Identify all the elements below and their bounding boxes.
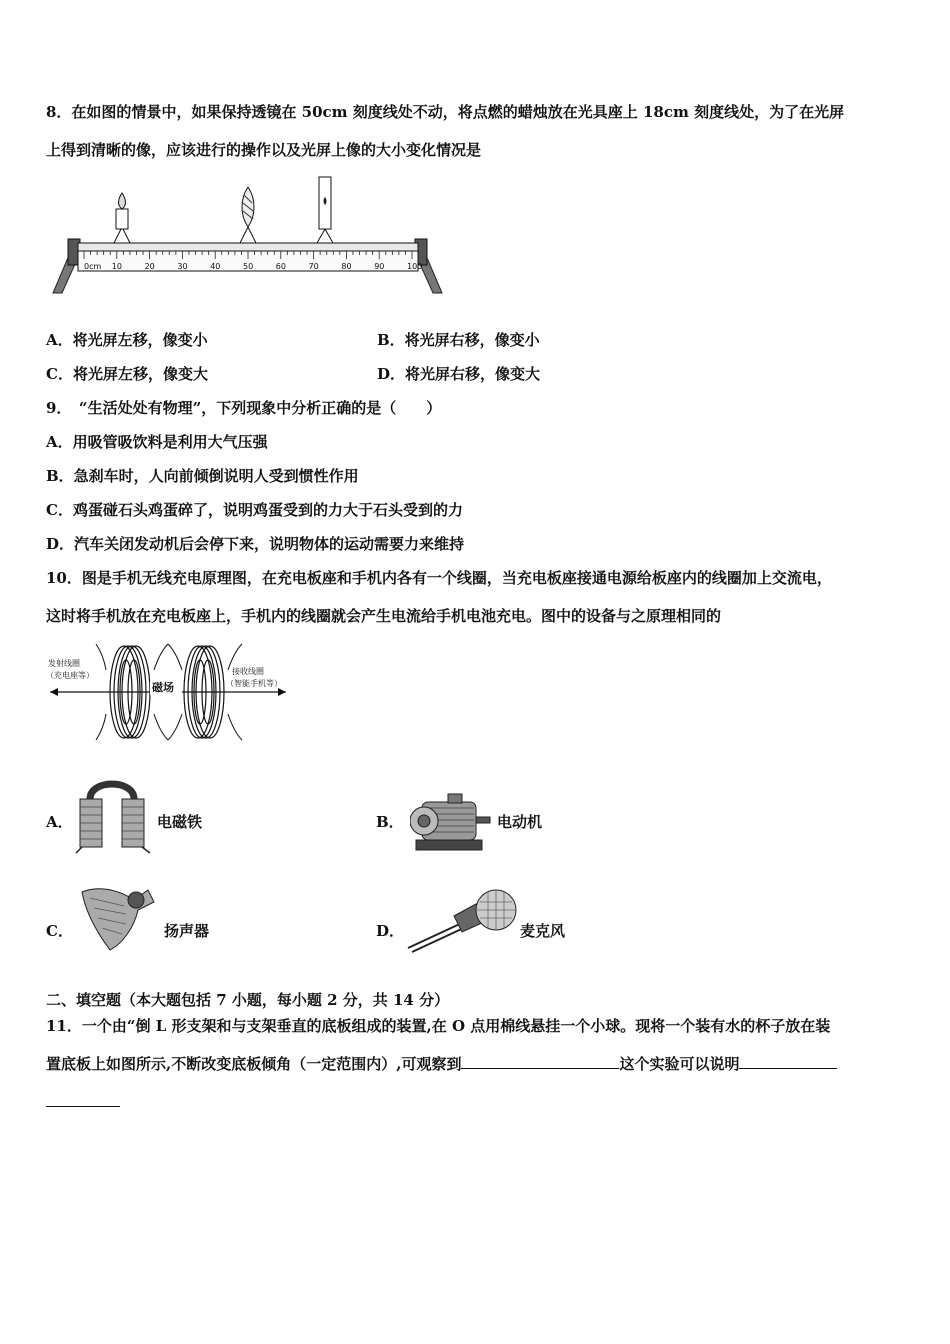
candle	[114, 193, 130, 243]
loudspeaker-image[interactable]	[76, 884, 158, 954]
q8-option-c[interactable]: C．将光屏左移，像变大	[46, 365, 208, 383]
electromagnet-image[interactable]	[72, 775, 154, 857]
ruler-label: 50	[243, 262, 254, 271]
q9-option-c[interactable]: C．鸡蛋碰石头鸡蛋碎了，说明鸡蛋受到的力大于石头受到的力	[46, 501, 463, 519]
q8-option-b[interactable]: B．将光屏右移，像变小	[377, 331, 540, 349]
section-2-heading: 二、填空题（本大题包括 7 小题，每小题 2 分，共 14 分）	[46, 991, 450, 1009]
q10-option-a-name: 电磁铁	[157, 813, 203, 831]
tx-coil-label: 发射线圈	[48, 659, 80, 668]
q10-stem-line1: 10．图是手机无线充电原理图，在充电板座和手机内各有一个线圈，当充电板座接通电源给板座内的线圈加上交流电，	[46, 569, 832, 587]
tx-coil-sublabel: （充电座等）	[46, 671, 94, 680]
q8-option-a[interactable]: A．将光屏左移，像变小	[46, 331, 208, 349]
q11-stem-line2-part1: 置底板上如图所示,不断改变底板倾角（一定范围内）,可观察到	[46, 1055, 462, 1073]
q10-option-c-letter[interactable]: C．	[46, 922, 73, 940]
q10-stem-line2: 这时将手机放在充电板座上，手机内的线圈就会产生电流给手机电池充电。图中的设备与之原理相同的	[46, 607, 722, 625]
rx-coil-sublabel: （智能手机等）	[226, 679, 282, 688]
field-label: 磁场	[152, 681, 174, 694]
ruler-label: 70	[308, 262, 319, 271]
ruler-label: 90	[374, 262, 385, 271]
wireless-charging-diagram	[46, 640, 291, 745]
q8-stem-line2: 上得到清晰的像，应该进行的操作以及光屏上像的大小变化情况是	[46, 141, 482, 159]
ruler-label: 40	[210, 262, 221, 271]
q11-stem-line2-part2: 这个实验可以说明	[619, 1055, 740, 1073]
optical-bench-figure	[50, 175, 445, 300]
ruler-label: 100	[407, 262, 423, 271]
q8-stem-line1: 8．在如图的情景中，如果保持透镜在 50cm 刻度线处不动，将点燃的蜡烛放在光具座上 18cm 刻度线处，为了在光屏	[46, 103, 845, 121]
q10-option-a-letter[interactable]: A．	[46, 813, 73, 831]
q11-answer-blank-2[interactable]	[739, 1054, 837, 1069]
q9-option-a[interactable]: A．用吸管吸饮料是利用大气压强	[46, 433, 268, 451]
q10-option-d-name: 麦克风	[520, 922, 566, 940]
q9-stem: 9． “生活处处有物理”，下列现象中分析正确的是（ ）	[46, 399, 442, 417]
q9-option-b[interactable]: B．急刹车时，人向前倾倒说明人受到惯性作用	[46, 467, 359, 485]
ruler-label: 20	[144, 262, 155, 271]
q10-option-b-letter[interactable]: B．	[376, 813, 404, 831]
microphone-image[interactable]	[404, 886, 520, 956]
q10-option-b-name: 电动机	[497, 813, 543, 831]
light-screen	[317, 177, 333, 243]
q11-answer-blank-2-continued[interactable]	[46, 1092, 120, 1107]
ruler-label: 0cm	[84, 262, 102, 271]
ruler-label: 10	[111, 262, 122, 271]
q9-option-d[interactable]: D．汽车关闭发动机后会停下来，说明物体的运动需要力来维持	[46, 535, 465, 553]
convex-lens	[240, 187, 256, 243]
q11-stem-line1: 11．一个由“倒 L 形支架和与支架垂直的底板组成的装置,在 O 点用棉线悬挂一个小球。现将一个装有水的杯子放在装	[46, 1017, 831, 1035]
q10-option-c-name: 扬声器	[164, 922, 210, 940]
electric-motor-image[interactable]	[410, 792, 495, 856]
q10-option-d-letter[interactable]: D．	[376, 922, 405, 940]
ruler-label: 80	[341, 262, 352, 271]
q8-option-d[interactable]: D．将光屏右移，像变大	[377, 365, 541, 383]
rx-coil-label: 接收线圈	[232, 667, 264, 676]
q11-answer-blank-1[interactable]	[461, 1054, 619, 1069]
ruler-label: 30	[177, 262, 188, 271]
q11-stem-line2	[46, 1054, 837, 1074]
ruler-label: 60	[275, 262, 286, 271]
